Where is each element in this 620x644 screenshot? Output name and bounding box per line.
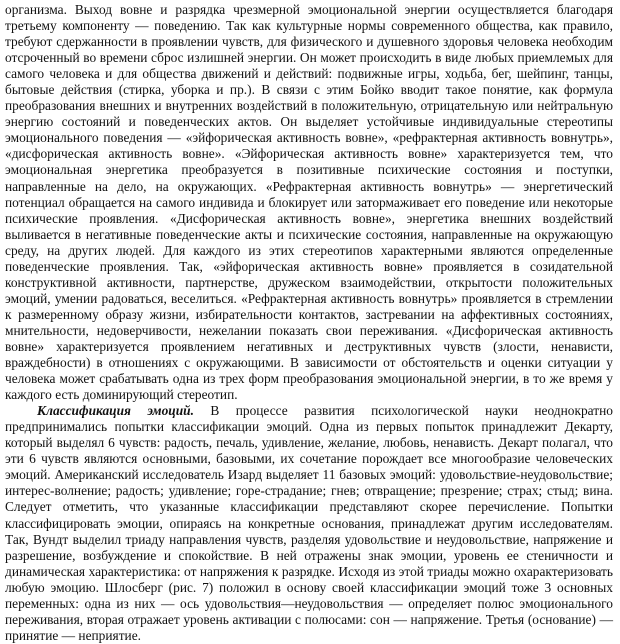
section-heading-emotion-classification: Классификация эмоций. — [37, 403, 194, 419]
paragraph-emotion-classification-body: В процессе развития психологической науки неоднократно предпринимались попытки классификации эмоций. Одна из первых попыток принадлежит Декарту, который выделял 6 чувств: радость, печаль, удивление, желание, любовь, ненависть. Декарт полагал, что эти 6 чувств являются основными, базовыми, их сочетание порождает все многообразие человеческих эмоций. Американский исследователь Изард выделяет 11 базовых эмоций: удовольствие-неудовольствие; интерес-волнение; радость; удивление; горе-страдание; гнев; отвращение; презрение; страх; стыд; вина. Следует отметить, что указанные классификации представляют скорее перечисление. Попытки классифицировать эмоции, опираясь на конкретные основания, принадлежат другим исследователям. Так, Вундт выделил триаду направления чувств, разделяя удовольствие и неудовольствие, напряжение и разрешение, возбуждение и спокойствие. В ней отражены знак эмоции, уровень ее стеничности и динамическая характеристика: от напряжения к разрядке. Исходя из этой триады можно охарактеризовать любую эмоцию. Шлосберг (рис. 7) положил в основу своей классификации эмоций тоже 3 основных переменных: одна из них — ось удовольствия—неудовольствия — определяет полюс эмоционального переживания, вторая отражает уровень активации с полюсами: сон — напряжение. Третья (основание) — принятие — неприятие. — [5, 403, 613, 643]
paragraph-bojko-stereotypes: организма. Выход вовне и разрядка чрезмерной эмоциональной энергии осуществляется благодаря третьему компоненту — поведению. Так как культурные нормы современного общества, как правило, требуют сдержанности в проявлении чувств, для физического и душевного здоровья человека необходим отсроченный во времени сброс излишней энергии. Он может происходить в виде любых приемлемых для самого человека и для общества движений и действий: подвижные игры, ходьба, бег, шейпинг, танцы, бытовые действия (стирка, уборка и пр.). В связи с этим Бойко вводит такое понятие, как формула преобразования внешних и внутренних воздействий в положительную, отрицательную или нейтральную энергию состояний и поведенческих актов. Он выделяет устойчивые индивидуальные стереотипы эмоционального поведения — «эйфорическая активность вовне», «рефрактерная активность вовнутрь», «дисфорическая активность вовне». «Эйфорическая активность вовне» характеризуется тем, что эмоциональная энергетика преобразуется в позитивные психические состояния и поступки, направленные на дело, на окружающих. «Рефрактерная активность вовнутрь» — энергетический потенциал обращается на самого индивида и блокирует или затормаживает его поведение или некоторые психические проявления. «Дисфорическая активность вовне», энергетика внешних воздействий выливается в негативные поведенческие акты и психические состояния, направленные на окружающую среду, на других людей. Для каждого из этих стереотипов характерными являются определенные поведенческие проявления. Так, «эйфорическая активность вовне» проявляется в созидательной конструктивной активности, партнерстве, дружеском взаимодействии, открытости положительных эмоций, умении радоваться, веселиться. «Рефрактерная активность вовнутрь» проявляется в стремлении к размеренному образу жизни, избирательности контактов, застревании на аффективных состояниях, мнительности, недоверчивости, нежелании показать свои переживания. «Дисфорическая активность вовне» характеризуется проявлением негативных и деструктивных чувств (злости, ненависти, враждебности) в отношениях с окружающими. В зависимости от обстоятельств и оценки ситуации у человека может срабатывать одна из трех форм преобразования эмоциональной энергии, в то же время у каждого есть доминирующий стереотип. — [5, 2, 613, 403]
paragraph-emotion-classification — [5, 403, 613, 644]
